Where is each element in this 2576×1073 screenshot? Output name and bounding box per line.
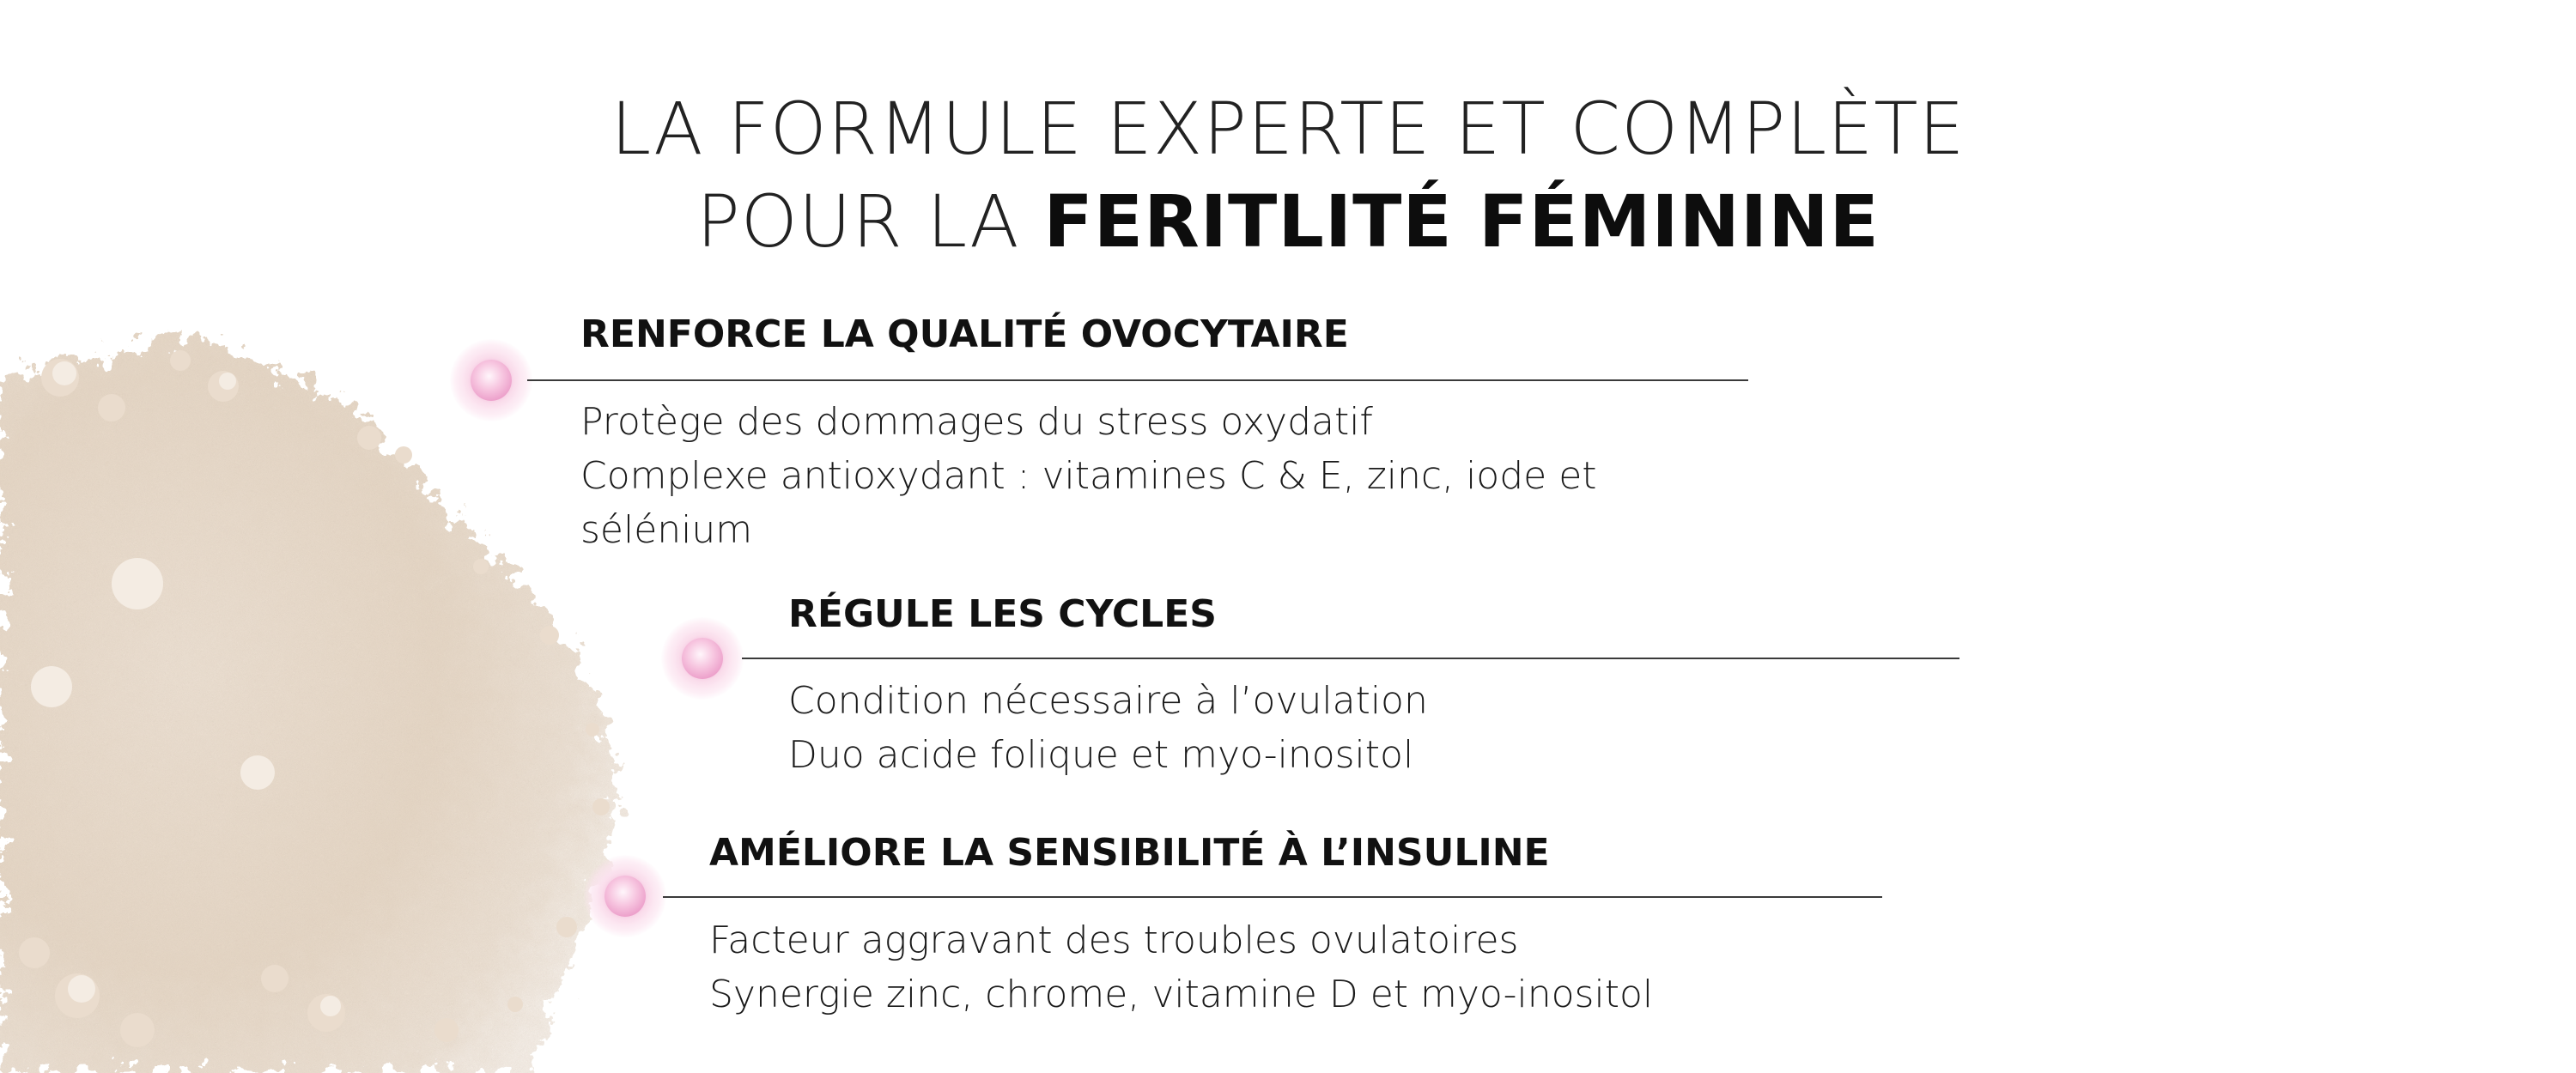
benefit-line: Duo acide folique et myo-inositol xyxy=(788,733,1414,777)
benefit-line: Synergie zinc, chrome, vitamine D et myo-inositol xyxy=(709,973,1654,1016)
headline-line-2-bold: FERITLITÉ FÉMININE xyxy=(1043,179,1880,264)
benefit-title: AMÉLIORE LA SENSIBILITÉ À L’INSULINE xyxy=(709,831,1550,875)
headline-line-2 xyxy=(0,179,2576,264)
divider xyxy=(742,658,1959,659)
headline-line-1: LA FORMULE EXPERTE ET COMPLÈTE xyxy=(611,87,1965,171)
benefit-line: Complexe antioxydant : vitamines C & E, zinc, iode et xyxy=(580,454,1597,498)
benefit-line: Protège des dommages du stress oxydatif xyxy=(580,400,1373,444)
pink-bullet-icon xyxy=(584,855,666,937)
benefit-title: RÉGULE LES CYCLES xyxy=(788,592,1217,636)
benefit-line: sélénium xyxy=(580,508,753,552)
pink-bullet-icon xyxy=(661,617,744,700)
divider xyxy=(663,896,1882,898)
headline-line-2-light: POUR LA xyxy=(696,179,1044,264)
benefit-line: Condition nécessaire à l’ovulation xyxy=(788,679,1428,723)
benefit-title: RENFORCE LA QUALITÉ OVOCYTAIRE xyxy=(580,312,1349,356)
divider xyxy=(527,379,1748,381)
benefit-description xyxy=(709,913,1653,1021)
pink-bullet-icon xyxy=(450,339,532,421)
benefit-description xyxy=(580,395,1597,557)
benefit-description xyxy=(788,674,1428,782)
powder-image xyxy=(0,326,653,1073)
benefit-line: Facteur aggravant des troubles ovulatoires xyxy=(709,918,1519,962)
